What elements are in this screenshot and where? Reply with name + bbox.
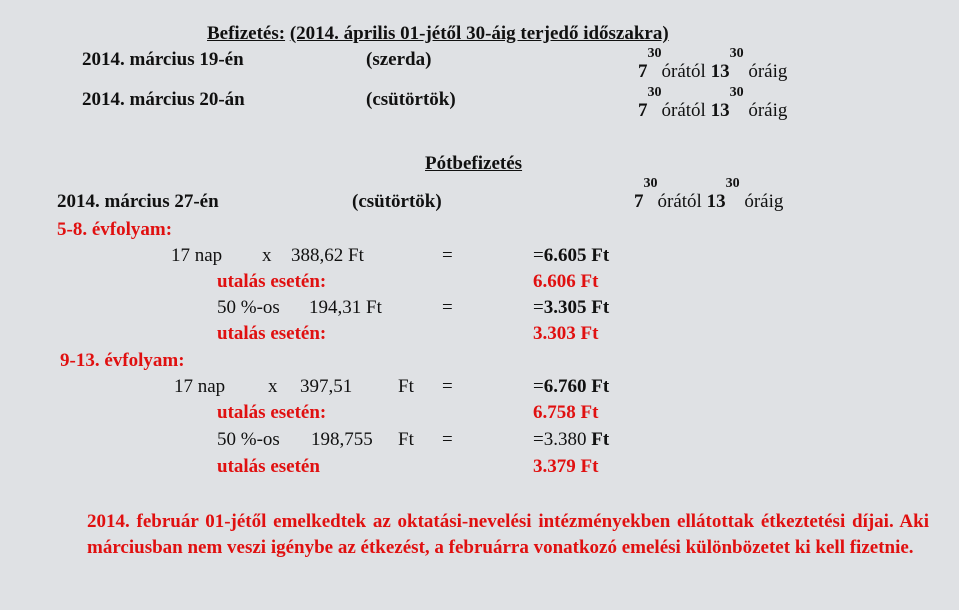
group1-total [533, 245, 609, 267]
group1-transfer-total: 6.606 Ft [533, 271, 599, 292]
group2-transfer-label: utalás esetén: [217, 402, 327, 423]
to-minute: 30 [725, 176, 740, 191]
group1-label: 5-8. évfolyam: [57, 219, 173, 240]
from-hour: 7 [638, 61, 648, 82]
payment-date-2: 2014. március 20-án [82, 89, 245, 110]
price-increase-notice: 2014. február 01-jétől emelkedtek az oktatási-nevelési intézményekben ellátottak étkeztetési díjai. Aki márciusban nem veszi igénybe az étkezést, a februárra vonatkozó emelési különbözetet ki kell fizetnie. [87, 511, 929, 558]
group2-half-total-num: 3.380 [543, 429, 587, 450]
to-word: óráig [744, 191, 784, 212]
group2-label: 9-13. évfolyam: [60, 350, 185, 371]
group2-half-transfer-label: utalás esetén [217, 456, 320, 477]
group1-total-eq: = [533, 245, 544, 266]
payment-day-2: (csütörtök) [366, 89, 456, 110]
group1-x: x [262, 245, 272, 266]
group2-total-eq: = [533, 376, 544, 397]
group1-half-transfer-total: 3.303 Ft [533, 323, 599, 344]
group1-total-value: 6.605 Ft [543, 245, 610, 266]
group2-half-ft: Ft [398, 429, 414, 450]
from-word: órától [661, 61, 706, 82]
group1-half-price: 194,31 Ft [309, 297, 382, 318]
to-hour: 13 [710, 100, 730, 121]
to-word: óráig [748, 100, 788, 121]
group2-transfer-total: 6.758 Ft [533, 402, 599, 423]
group2-total [533, 376, 609, 398]
title-period: (2014. április 01-jétől 30-áig terjedő időszakra) [289, 23, 669, 44]
group2-ft: Ft [398, 376, 414, 397]
from-minute: 30 [643, 176, 658, 191]
payment-time-1 [638, 46, 788, 83]
to-minute: 30 [729, 46, 744, 61]
group2-half-total-eq: = [533, 429, 544, 450]
to-hour: 13 [706, 191, 726, 212]
to-minute: 30 [729, 85, 744, 100]
from-hour: 7 [634, 191, 644, 212]
late-title: Pótbefizetés [425, 153, 523, 174]
group1-half-total-eq: = [533, 297, 544, 318]
group1-eq: = [442, 245, 453, 266]
group1-price: 388,62 Ft [291, 245, 364, 266]
group2-price: 397,51 [300, 376, 353, 397]
group2-x: x [268, 376, 278, 397]
late-time [634, 176, 784, 213]
group1-half-eq: = [442, 297, 453, 318]
group1-half-total [533, 297, 609, 319]
payment-time-2 [638, 85, 788, 122]
group2-days: 17 nap [174, 376, 226, 397]
late-date: 2014. március 27-én [57, 191, 219, 212]
late-day: (csütörtök) [352, 191, 442, 212]
to-word: óráig [748, 61, 788, 82]
payment-date-1: 2014. március 19-én [82, 49, 244, 70]
group1-days: 17 nap [171, 245, 223, 266]
group2-pct: 50 %-os [217, 429, 280, 450]
group2-half-eq: = [442, 429, 453, 450]
group2-half-total-unit: Ft [591, 429, 610, 450]
from-word: órától [661, 100, 706, 121]
payment-day-1: (szerda) [366, 49, 432, 70]
group2-total-value: 6.760 Ft [543, 376, 610, 397]
to-hour: 13 [710, 61, 730, 82]
from-minute: 30 [647, 46, 662, 61]
page-title [207, 23, 669, 45]
from-word: órától [657, 191, 702, 212]
group1-transfer-label: utalás esetén: [217, 271, 327, 292]
title-label: Befizetés: [207, 23, 286, 44]
group2-eq: = [442, 376, 453, 397]
group2-half-total [533, 429, 609, 451]
group2-half-transfer-total: 3.379 Ft [533, 456, 599, 477]
group2-half-price: 198,755 [311, 429, 373, 450]
group1-half-total-value: 3.305 Ft [543, 297, 610, 318]
from-hour: 7 [638, 100, 648, 121]
group1-half-transfer-label: utalás esetén: [217, 323, 327, 344]
group1-pct: 50 %-os [217, 297, 280, 318]
from-minute: 30 [647, 85, 662, 100]
